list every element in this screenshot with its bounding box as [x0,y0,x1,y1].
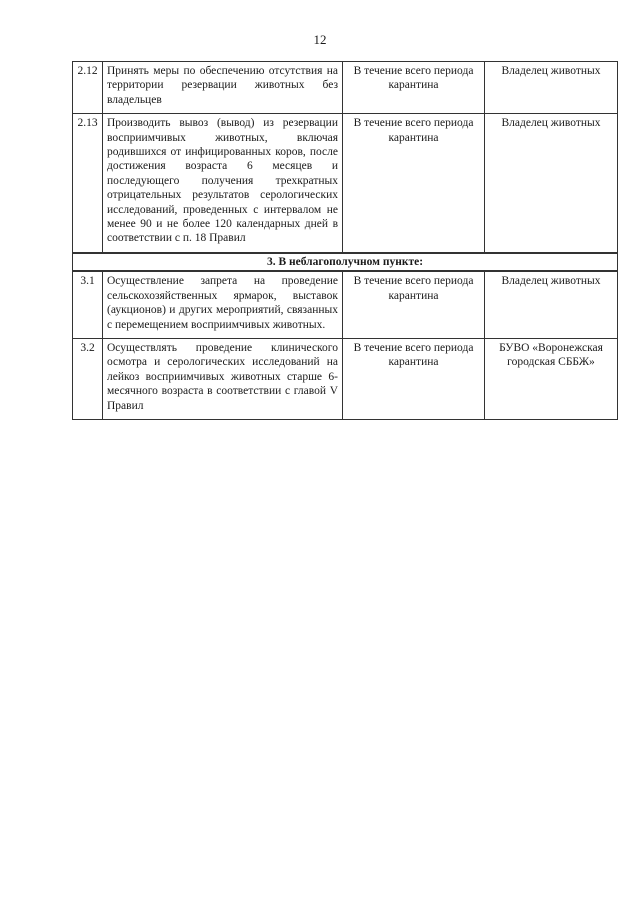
responsible-text: БУВО «Воронежская городская СББЖ» [485,338,618,419]
measure-text: Осуществлять проведение клинического осмотра и серологических исследований на лейкоз восприимчивых животных старше 6-месячного возраста в соответствии с главой V Правил [103,338,343,419]
responsible-text: Владелец животных [485,271,618,338]
responsible-text: Владелец животных [485,114,618,253]
table-row [73,338,618,419]
measures-table [72,61,618,420]
measure-text: Осуществление запрета на проведение сельскохозяйственных ярмарок, выставок (аукционов) и других мероприятий, связанных с перемещением восприимчивых животных. [103,271,343,338]
measure-text: Принять меры по обеспечению отсутствия на территории резервации животных без владельцев [103,62,343,114]
table-row [73,62,618,114]
measure-text: Производить вывоз (вывод) из резервации восприимчивых животных, включая родившихся от инфицированных коров, после достижения возраста 6 месяцев и последующего получения трехкратных отрицательных результатов серологических исследований, проведенных с интервалом не менее 90 и не более 120 календарных дней в соответствии с п. 18 Правил [103,114,343,253]
term-text: В течение всего периода карантина [343,338,485,419]
row-number: 2.12 [73,62,103,114]
page-number: 12 [313,32,327,47]
row-number: 2.13 [73,114,103,253]
section-header-row [73,253,618,271]
section-title: 3. В неблагополучном пункте: [73,253,618,271]
term-text: В течение всего периода карантина [343,271,485,338]
table-row [73,114,618,253]
responsible-text: Владелец животных [485,62,618,114]
table-row [73,271,618,338]
term-text: В течение всего периода карантина [343,62,485,114]
term-text: В течение всего периода карантина [343,114,485,253]
row-number: 3.2 [73,338,103,419]
row-number: 3.1 [73,271,103,338]
